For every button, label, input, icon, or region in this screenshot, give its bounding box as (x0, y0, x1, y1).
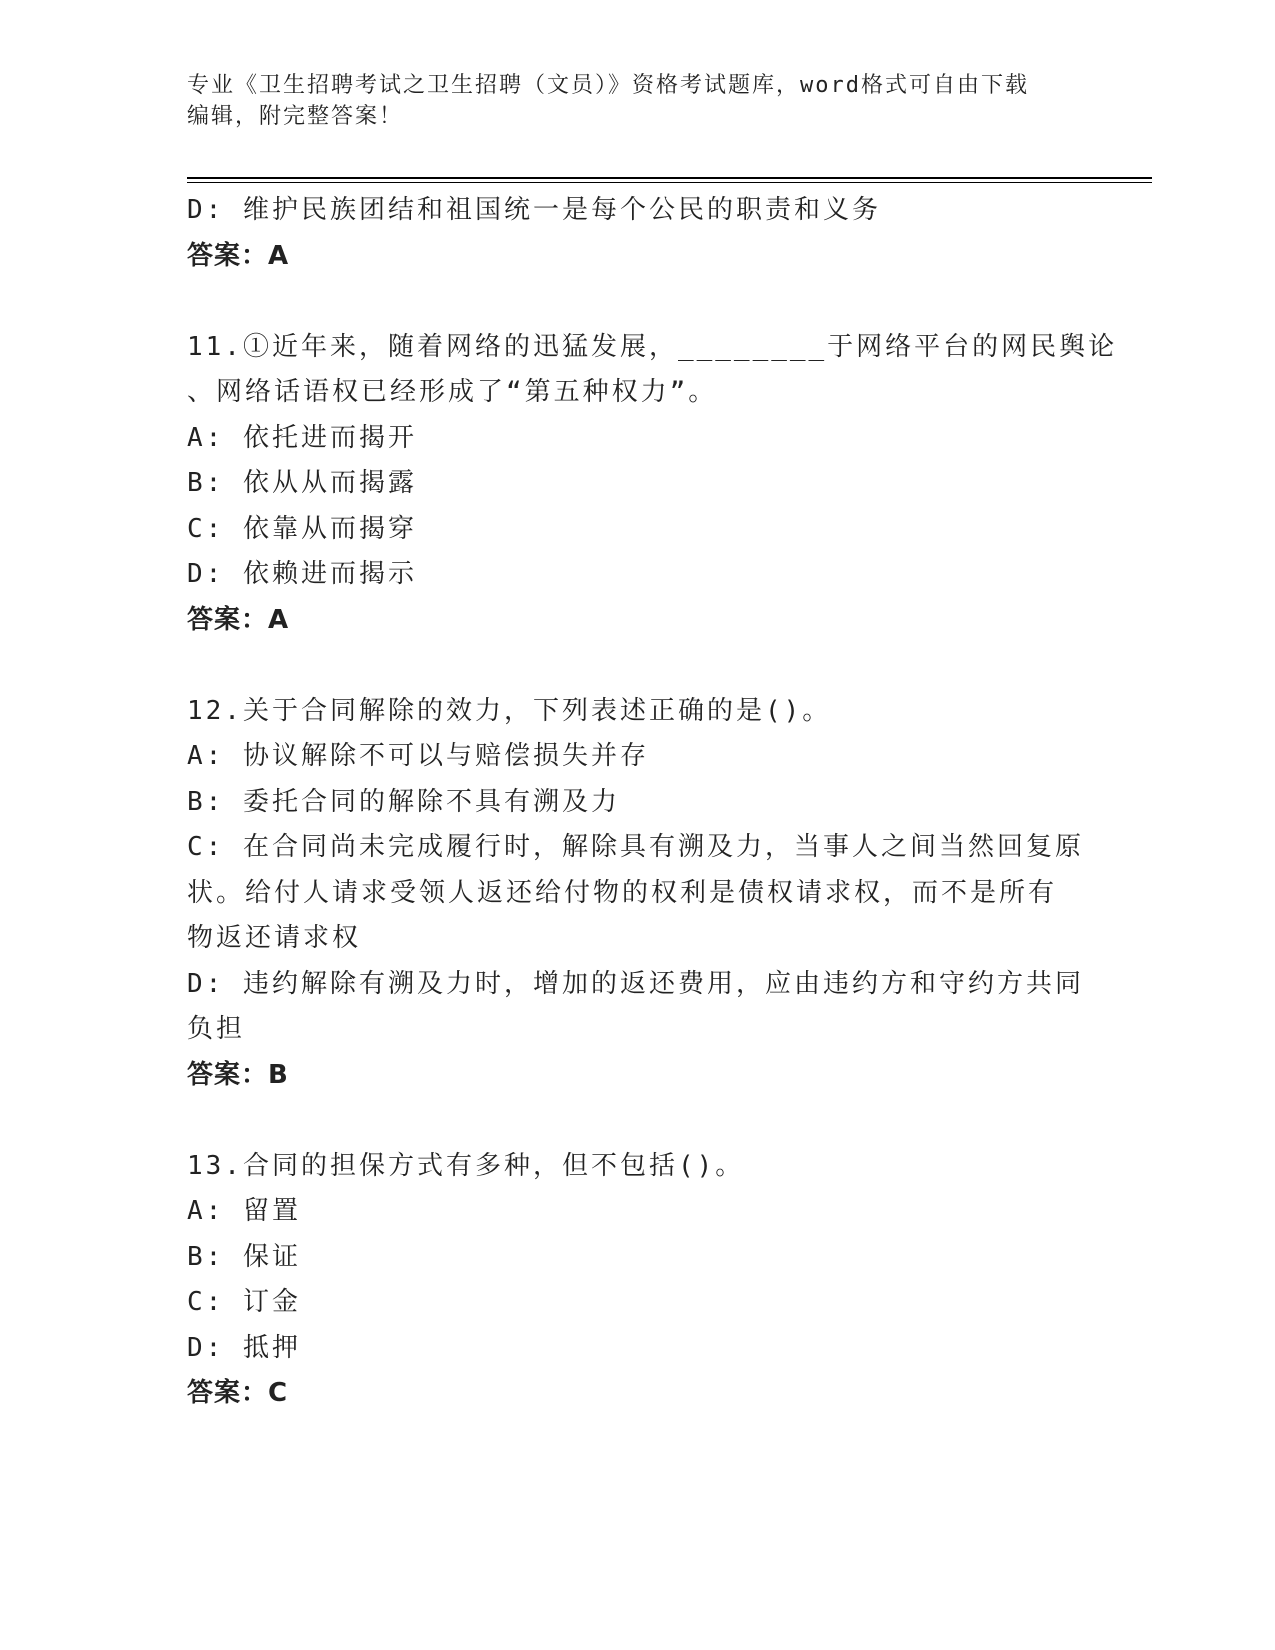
option-d: D: 依赖进而揭示 (187, 559, 417, 589)
header-rule-thick (187, 177, 1152, 179)
option-a: A: 留置 (187, 1196, 301, 1226)
prev-option-d: D: 维护民族团结和祖国统一是每个公民的职责和义务 (187, 195, 881, 225)
option-c: C: 订金 (187, 1287, 301, 1317)
spacer (187, 1098, 1087, 1144)
option-c: C: 依靠从而揭穿 (187, 513, 417, 544)
document-header (187, 70, 1087, 132)
answer: 答案：C (187, 1378, 289, 1408)
question-stem: 11.①近年来，随着网络的迅猛发展，________于网络平台的网民舆论 (187, 331, 1118, 362)
option-d: D: 抵押 (187, 1332, 301, 1363)
answer: 答案：B (187, 1059, 289, 1090)
option-b: B: 委托合同的解除不具有溯及力 (187, 786, 620, 817)
question-11 (187, 325, 1118, 644)
question-stem: 12.关于合同解除的效力，下列表述正确的是()。 (187, 695, 832, 726)
option-c: C: 在合同尚未完成履行时，解除具有溯及力，当事人之间当然回复原 (187, 832, 1084, 862)
header-rule-thin (187, 182, 1152, 183)
prev-answer: 答案：A (187, 240, 290, 271)
question-13 (187, 1144, 1087, 1417)
question-stem: 、网络话语权已经形成了“第五种权力”。 (187, 377, 718, 407)
question-stem: 13.合同的担保方式有多种，但不包括()。 (187, 1150, 745, 1181)
spacer (187, 279, 1087, 325)
answer: 答案：A (187, 604, 290, 635)
option-c-continued: 状。给付人请求受领人返还给付物的权利是债权请求权，而不是所有 (187, 877, 1058, 908)
option-b: B: 依从从而揭露 (187, 468, 417, 498)
option-b: B: 保证 (187, 1241, 301, 1272)
question-12 (187, 689, 1087, 1099)
option-d: D: 违约解除有溯及力时，增加的返还费用，应由违约方和守约方共同 (187, 968, 1084, 999)
question-content (187, 188, 1118, 1417)
option-a: A: 依托进而揭开 (187, 422, 417, 453)
option-c-continued: 物返还请求权 (187, 923, 362, 953)
header-line-1: 专业《卫生招聘考试之卫生招聘（文员）》资格考试题库，word格式可自由下载 (187, 73, 1029, 98)
header-line-2: 编辑，附完整答案！ (187, 104, 404, 129)
spacer (187, 643, 1087, 689)
option-d-continued: 负担 (187, 1014, 246, 1044)
option-a: A: 协议解除不可以与赔偿损失并存 (187, 741, 649, 771)
